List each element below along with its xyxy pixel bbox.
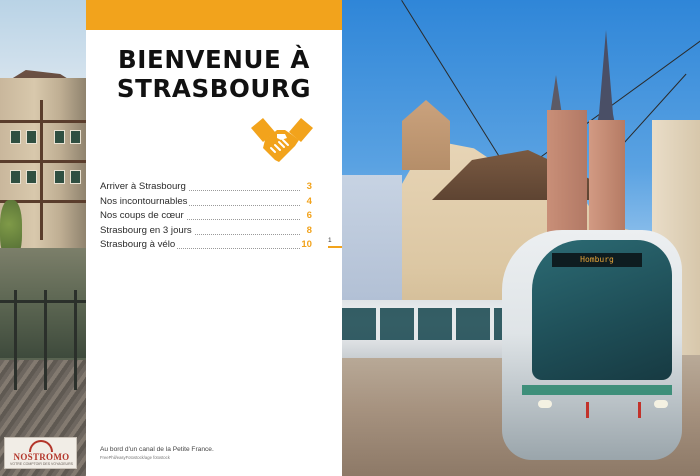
photo-credit: FreePhil/easyFotostock/age fotostock: [100, 455, 170, 460]
tram-stripe: [522, 385, 672, 395]
page-title: [86, 45, 342, 103]
window: [54, 130, 65, 144]
window: [70, 130, 81, 144]
nostromo-logo: [4, 437, 77, 469]
tram-red-mark: [586, 402, 589, 418]
window: [10, 130, 21, 144]
title-line-2: STRASBOURG: [116, 74, 312, 103]
toc-page-number: 10: [301, 239, 312, 250]
toc-item-velo[interactable]: [100, 238, 312, 252]
page-number: 1: [328, 237, 332, 244]
toc-page-number: 3: [306, 181, 312, 192]
toc-page-number: 8: [306, 224, 312, 236]
railing-post: [74, 290, 77, 390]
toc-item-incontournables[interactable]: [100, 195, 312, 209]
tram-red-mark: [638, 402, 641, 418]
window: [26, 170, 37, 184]
toc-item-arriver[interactable]: [100, 180, 312, 194]
toc-item-coups-de-coeur[interactable]: [100, 209, 312, 223]
table-of-contents: [100, 180, 312, 253]
toc-label: Arriver à Strasbourg: [100, 181, 186, 192]
window: [54, 170, 65, 184]
timber-beam: [0, 160, 86, 163]
content-page: [86, 0, 342, 476]
tram-headlight: [538, 400, 552, 408]
toc-page-number: 6: [306, 210, 312, 221]
toc-label: Strasbourg à vélo: [100, 239, 176, 250]
window: [26, 130, 37, 144]
title-line-1: BIENVENUE À: [118, 45, 310, 74]
timber-beam: [0, 120, 86, 123]
handshake-icon: [251, 118, 313, 166]
logo-arc-icon: [29, 440, 53, 452]
logo-tagline: VOTRE COMPTOIR DES VOYAGEURS: [10, 462, 73, 466]
toc-item-3-jours[interactable]: [100, 224, 312, 238]
photo-caption: Au bord d'un canal de la Petite France.: [100, 446, 214, 453]
window: [10, 170, 21, 184]
tram-destination-sign: Homburg: [552, 253, 642, 267]
accent-bar: [86, 0, 342, 30]
toc-page-number: 4: [306, 195, 312, 207]
tram-headlight: [654, 400, 668, 408]
toc-label: Nos incontournables: [100, 195, 188, 207]
tower: [402, 100, 450, 170]
railing-post: [14, 290, 17, 390]
page-number-tick: [328, 246, 342, 248]
left-photo-petite-france: [0, 0, 86, 476]
timber-beam: [40, 100, 43, 240]
window: [70, 170, 81, 184]
toc-label: Nos coups de cœur: [100, 210, 184, 221]
right-photo-tram: [342, 0, 700, 476]
logo-name: NOSTROMO: [13, 452, 70, 462]
toc-label: Strasbourg en 3 jours: [100, 224, 192, 236]
railing-post: [44, 290, 47, 390]
